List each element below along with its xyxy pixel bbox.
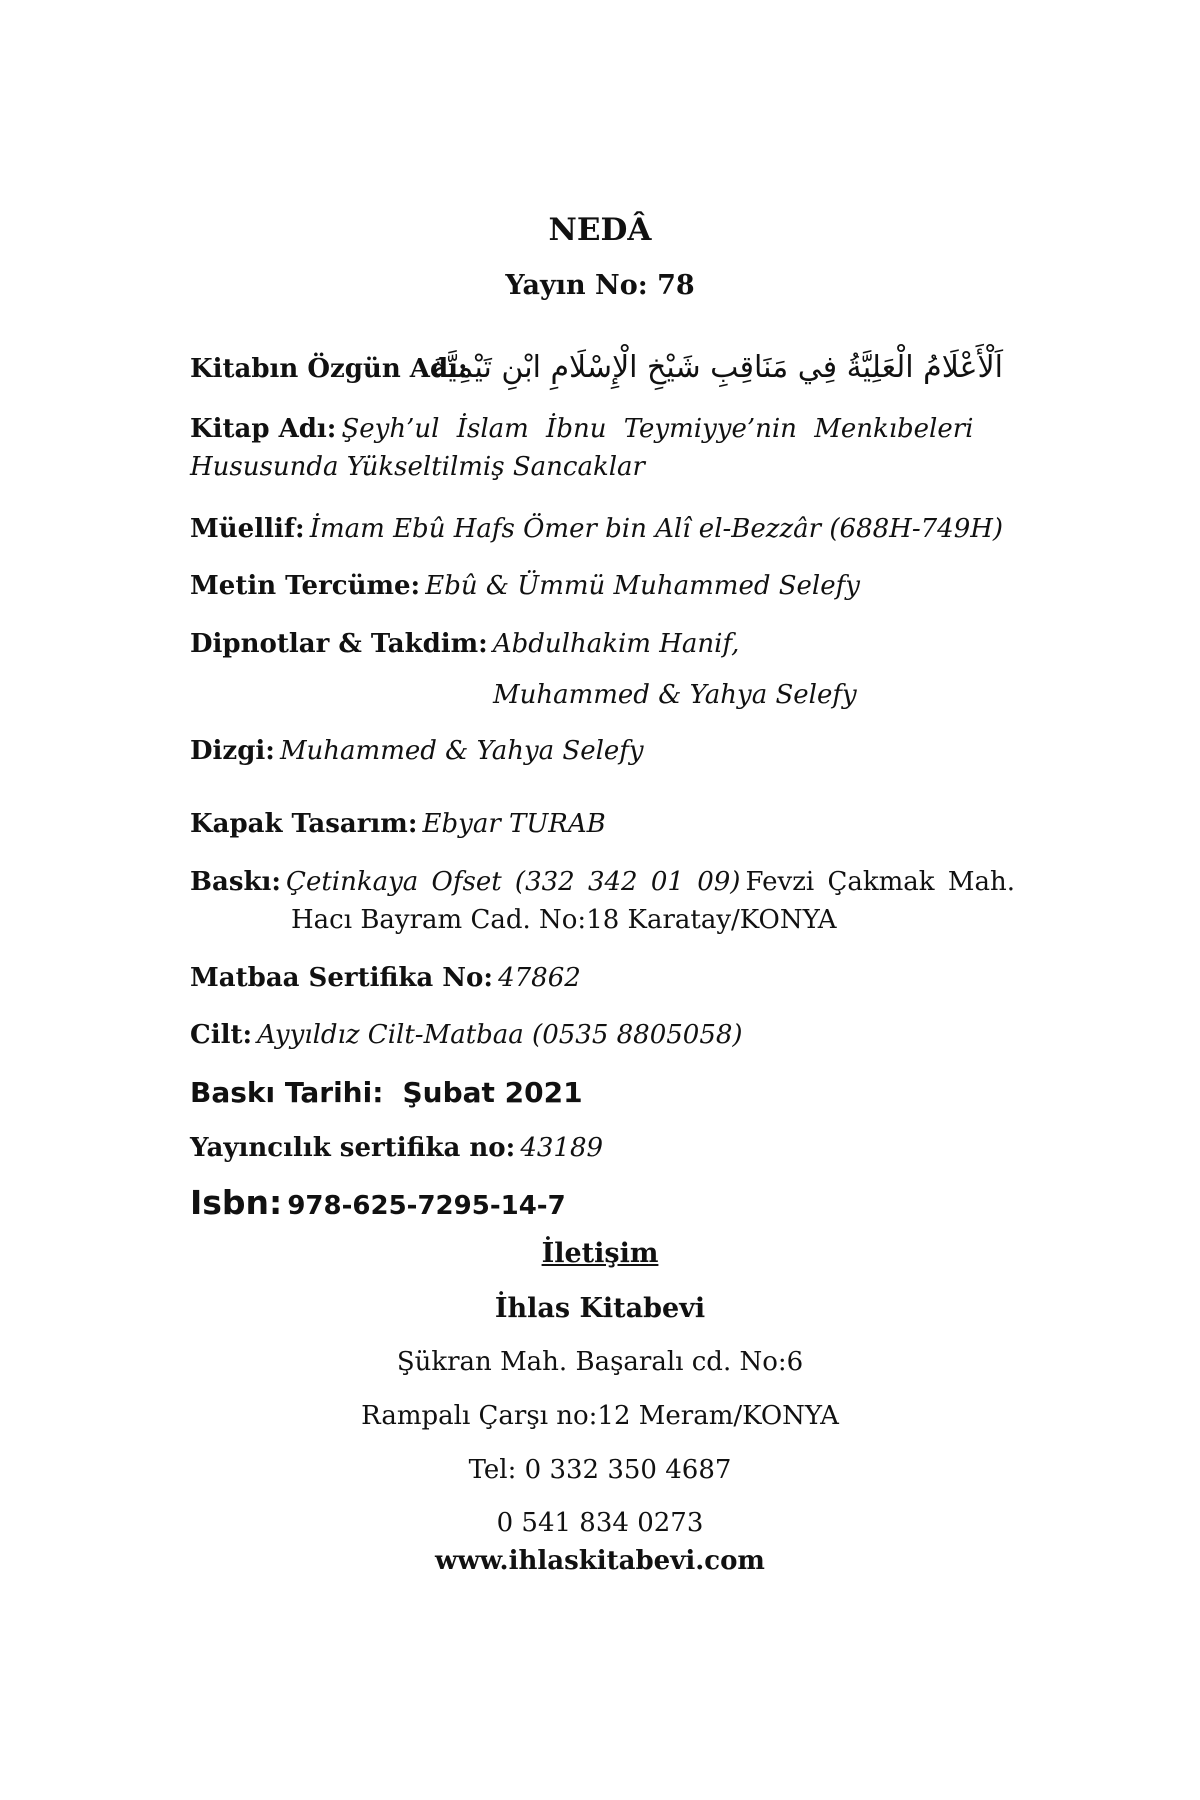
book-title-label: Kitap Adı: <box>190 414 337 444</box>
contact-heading: İletişim <box>541 1238 659 1269</box>
footnotes-label: Dipnotlar & Takdim: <box>190 629 488 659</box>
typesetting-label: Dizgi: <box>190 736 275 766</box>
publisher-certificate-row <box>190 1133 603 1163</box>
book-title-line1 <box>190 414 974 444</box>
original-title-arabic: اَلْأَعْلَامُ الْعَلِيَّةُ فِي مَنَاقِبِ شَيْخِ الْإِسْلَامِ ابْنِ تَيْمِيَّةَ <box>431 350 1003 385</box>
print-value-plain: Fevzi Çakmak Mah. <box>745 867 1015 897</box>
print-certificate-value: 47862 <box>498 963 581 993</box>
author-row <box>190 514 1003 544</box>
contact-mobile: 0 541 834 0273 <box>496 1508 704 1538</box>
cover-design-value: Ebyar TURAB <box>422 809 606 839</box>
print-row <box>190 867 1015 897</box>
binding-value: Ayyıldız Cilt-Matbaa (0535 8805058) <box>257 1020 743 1050</box>
contact-address-1: Şükran Mah. Başaralı cd. No:6 <box>396 1347 804 1377</box>
isbn-value: 978-625-7295-14-7 <box>287 1191 566 1221</box>
print-value-italic: Çetinkaya Ofset (332 342 01 09) <box>286 867 741 897</box>
translation-value: Ebû & Ümmü Muhammed Selefy <box>425 571 860 601</box>
footnotes-value-line2: Muhammed & Yahya Selefy <box>493 680 857 710</box>
print-value-line2: Hacı Bayram Cad. No:18 Karatay/KONYA <box>291 905 837 935</box>
binding-label: Cilt: <box>190 1020 253 1050</box>
binding-row <box>190 1020 743 1050</box>
translation-row <box>190 571 860 601</box>
book-title-value-line1: Şeyh’ul İslam İbnu Teymiyye’nin Menkıbeleri <box>341 414 974 444</box>
translation-label: Metin Tercüme: <box>190 571 421 601</box>
typesetting-value: Muhammed & Yahya Selefy <box>279 736 644 766</box>
footnotes-value-line1: Abdulhakim Hanif, <box>492 629 740 659</box>
author-label: Müellif: <box>190 514 305 544</box>
print-date-label: Baskı Tarihi: <box>190 1076 384 1109</box>
contact-website: www.ihlaskitabevi.com <box>435 1546 765 1576</box>
isbn-row <box>190 1183 566 1222</box>
original-title-label: Kitabın Özgün Adı: <box>190 354 468 384</box>
footnotes-row <box>190 629 739 659</box>
contact-tel: Tel: 0 332 350 4687 <box>468 1455 732 1485</box>
publisher-name: NEDÂ <box>548 212 652 248</box>
publisher-certificate-value: 43189 <box>520 1133 604 1163</box>
publication-number: Yayın No: 78 <box>505 270 695 301</box>
typesetting-row <box>190 736 644 766</box>
print-certificate-label: Matbaa Sertifika No: <box>190 963 493 993</box>
print-certificate-row <box>190 963 581 993</box>
cover-design-row <box>190 809 606 839</box>
cover-design-label: Kapak Tasarım: <box>190 809 418 839</box>
contact-name: İhlas Kitabevi <box>494 1293 706 1324</box>
print-date-row <box>190 1076 583 1109</box>
print-date-value: Şubat 2021 <box>402 1076 583 1109</box>
author-value: İmam Ebû Hafs Ömer bin Alî el-Bezzâr (688H-749H) <box>309 514 1004 544</box>
isbn-label: Isbn: <box>190 1183 283 1222</box>
print-label: Baskı: <box>190 867 281 897</box>
book-title-value-line2: Hususunda Yükseltilmiş Sancaklar <box>190 452 645 482</box>
publisher-certificate-label: Yayıncılık sertifika no: <box>190 1133 516 1163</box>
contact-address-2: Rampalı Çarşı no:12 Meram/KONYA <box>361 1401 839 1431</box>
